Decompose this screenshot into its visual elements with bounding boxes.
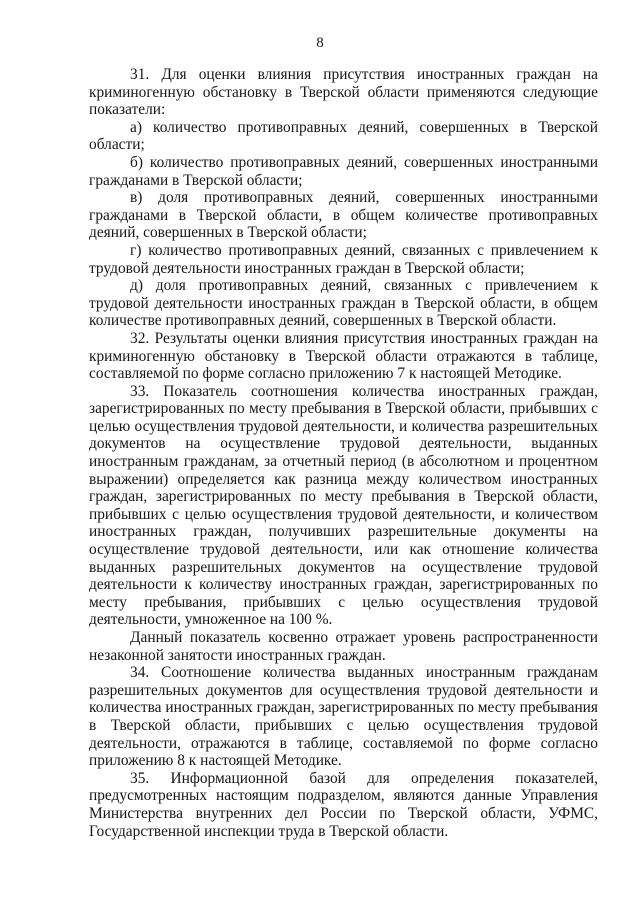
- paragraph-32: 32. Результаты оценки влияния присутствия иностранных граждан на криминогенную обстановку в Тверской области отражаются в таблице, составляемой по форме согласно приложению 7 к настоящей Методике.: [89, 329, 598, 383]
- list-item-v: в) доля противоправных деяний, совершенных иностранными гражданами в Тверской области, в общем количестве противоправных деяний, совершенных в Тверской области;: [89, 189, 598, 242]
- list-item-d: д) доля противоправных деяний, связанных с привлечением к трудовой деятельности иностранных граждан в Тверской области, в общем количестве противоправных деяний, совершенных в Тверской области.: [89, 277, 598, 330]
- paragraph-34: 34. Соотношение количества выданных иностранным гражданам разрешительных документов для осуществления трудовой деятельности и количества иностранных граждан, зарегистрированных по месту пребывания в Тверской области, прибывших с целью осуществления трудовой деятельности, отражаются в таблице, составляемой по форме согласно приложению 8 к настоящей Методике.: [89, 664, 598, 770]
- paragraph-35: 35. Информационной базой для определения показателей, предусмотренных настоящим подразделом, являются данные Управления Министерства внутренних дел России по Тверской области, УФМС, Государственной инспекции труда в Тверской области.: [89, 769, 598, 840]
- paragraph-31-intro: 31. Для оценки влияния присутствия иностранных граждан на криминогенную обстановку в Тверской области применяются следующие показатели:: [89, 66, 598, 119]
- paragraph-33: 33. Показатель соотношения количества иностранных граждан, зарегистрированных по месту пребывания в Тверской области, прибывших с целью осуществления трудовой деятельности, и количества разрешительных документов на осуществление трудовой деятельности, выданных иностранным гражданам, за отчетный период (в абсолютном и процентном выражении) определяется как разница между количеством иностранных граждан, зарегистрированных по месту пребывания в Тверской области, прибывших с целью осуществления трудовой деятельности, и количеством иностранных граждан, получивших разрешительные документы на осуществление трудовой деятельности, или как отношение количества выданных разрешительных документов на осуществление трудовой деятельности к количеству иностранных граждан, зарегистрированных по месту пребывания, прибывших с целью осуществления трудовой деятельности, умноженное на 100 %.: [89, 382, 598, 629]
- page-number: 8: [316, 35, 324, 51]
- document-body: [89, 66, 598, 840]
- list-item-g: г) количество противоправных деяний, связанных с привлечением к трудовой деятельности иностранных граждан в Тверской области;: [89, 241, 598, 277]
- list-item-a: а) количество противоправных деяний, совершенных в Тверской области;: [89, 118, 598, 154]
- paragraph-33-note: Данный показатель косвенно отражает уровень распространенности незаконной занятости иностранных граждан.: [89, 629, 598, 664]
- list-item-b: б) количество противоправных деяний, совершенных иностранными гражданами в Тверской области;: [89, 153, 598, 189]
